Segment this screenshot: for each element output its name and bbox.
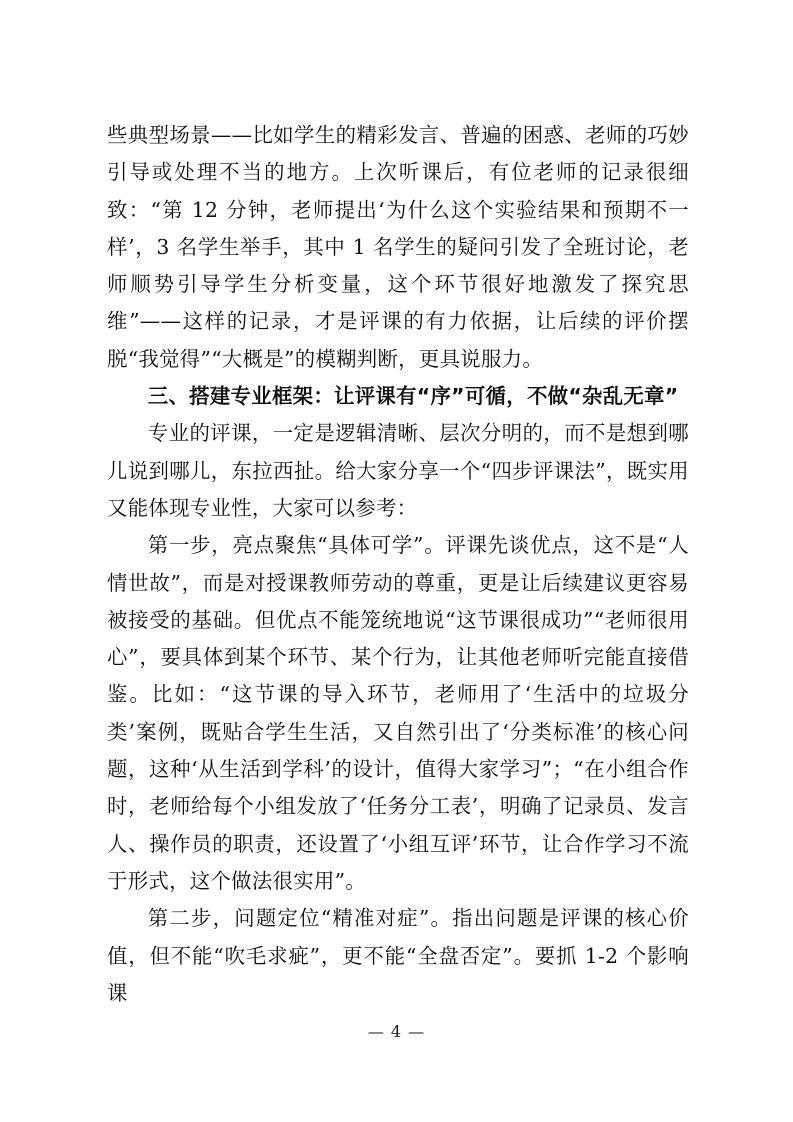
paragraph-step-one: 第一步，亮点聚焦“具体可学”。评课先谈优点，这不是“人情世故”，而是对授课教师劳动的尊重，更是让后续建议更容易被接受的基础。但优点不能笼统地说“这节课很成功”“老师很用心”，要具体到某个环节、某个行为，让其他老师听完能直接借鉴。比如：“这节课的导入环节，老师用了‘生活中的垃圾分类’案例，既贴合学生生活，又自然引出了‘分类标准’的核心问题，这种‘从生活到学科’的设计，值得大家学习”；“在小组合作时，老师给每个小组发放了‘任务分工表’，明确了记录员、发言人、操作员的职责，还设置了‘小组互评’环节，让合作学习不流于形式，这个做法很实用”。 [107, 533, 689, 893]
section-heading: 三、搭建专业框架：让评课有“序”可循，不做“杂乱无章” [147, 384, 679, 409]
document-body [107, 117, 689, 1012]
paragraph-continued: 些典型场景——比如学生的精彩发言、普遍的困惑、老师的巧妙引导或处理不当的地方。上次听课后，有位老师的记录很细致：“第 12 分钟，老师提出‘为什么这个实验结果和预期不一样’，3 名学生举手，其中 1 名学生的疑问引发了全班讨论，老师顺势引导学生分析变量，这个环节很好地激发了探究思维”——这样的记录，才是评课的有力依据，让后续的评价摆脱“我觉得”“大概是”的模糊判断，更具说服力。 [107, 123, 689, 371]
paragraph-step-two: 第二步，问题定位“精准对症”。指出问题是评课的核心价值，但不能“吹毛求疵”，更不能“全盘否定”。要抓 1-2 个影响课 [107, 906, 689, 1005]
page-number: — 4 — [367, 1022, 426, 1041]
paragraph-intro: 专业的评课，一定是逻辑清晰、层次分明的，而不是想到哪儿说到哪儿，东拉西扯。给大家分享一个“四步评课法”，既实用又能体现专业性，大家可以参考： [107, 421, 689, 520]
